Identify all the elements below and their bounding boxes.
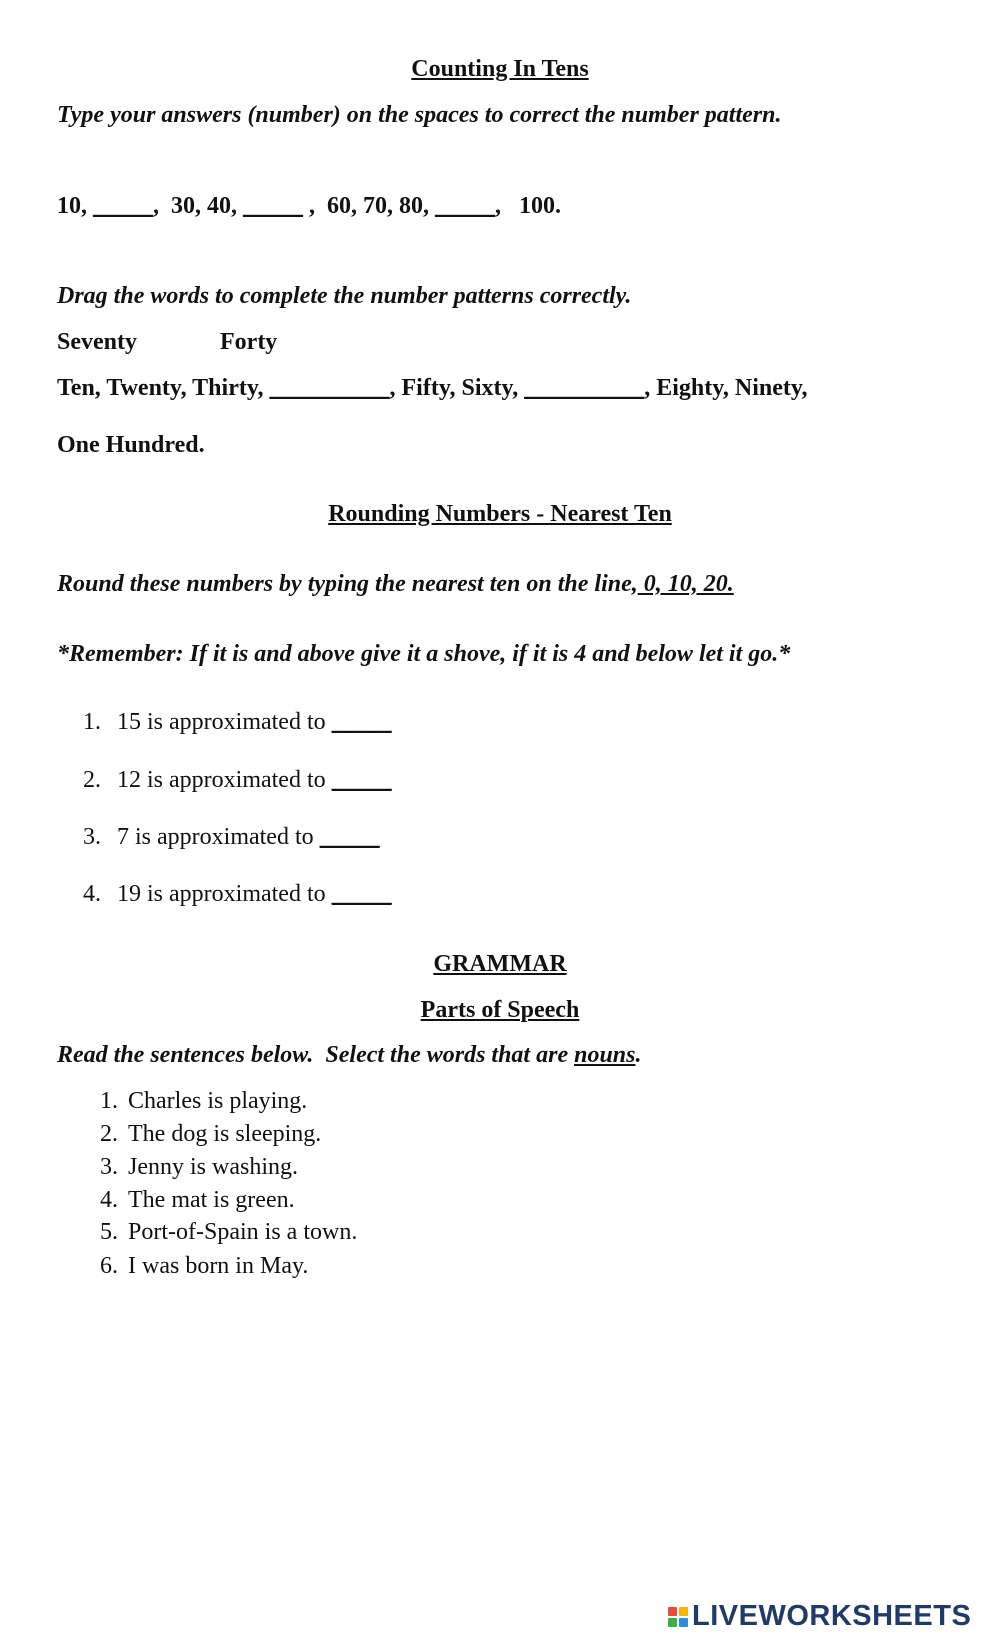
sentence-number: 6.	[100, 1253, 118, 1279]
rounding-instruction	[57, 571, 734, 598]
logo-square-yellow	[679, 1607, 688, 1616]
grammar-title: GRAMMAR	[433, 951, 567, 977]
drag-word-seventy[interactable]: Seventy	[57, 329, 137, 355]
sentence-number: 4.	[100, 1187, 118, 1213]
word-pattern-end: One Hundred.	[57, 432, 205, 458]
grammar-instruction	[57, 1042, 641, 1069]
drag-instruction: Drag the words to complete the number patterns correctly.	[57, 283, 632, 309]
rounding-instruction-text: Round these numbers by typing the nearest ten on the line,	[57, 571, 638, 597]
logo-grid-icon	[668, 1607, 688, 1627]
drop-blank-2[interactable]: __________	[524, 375, 645, 401]
answer-blank-1[interactable]: _____	[93, 193, 153, 219]
sentence-number: 2.	[100, 1121, 118, 1147]
word-pattern-part-2: , Fifty, Sixty,	[389, 375, 525, 401]
sentence-text[interactable]: I was born in May.	[128, 1253, 309, 1279]
grammar-instruction-text: Read the sentences below. Select the words that are	[57, 1042, 575, 1068]
sentence-item[interactable]	[100, 1154, 298, 1181]
word-pattern-line	[57, 375, 808, 402]
sequence-value-3: , 60, 70, 80,	[303, 193, 429, 219]
sentence-text[interactable]: The mat is green.	[128, 1187, 295, 1213]
logo-square-blue	[679, 1618, 688, 1627]
sequence-value-1: 10,	[57, 193, 87, 219]
sequence-value-4: , 100.	[495, 193, 561, 219]
sentence-text[interactable]: Charles is playing.	[128, 1088, 308, 1114]
rounding-item-number: 4.	[83, 881, 101, 907]
rounding-answer-blank[interactable]: _____	[331, 709, 392, 735]
rounding-answer-blank[interactable]: _____	[319, 824, 380, 850]
sentence-item[interactable]	[100, 1253, 308, 1280]
rounding-answer-blank[interactable]: _____	[331, 767, 392, 793]
rounding-item-text: 19 is approximated to	[117, 881, 332, 907]
rounding-item	[83, 709, 392, 736]
rounding-title: Rounding Numbers - Nearest Ten	[328, 501, 672, 527]
rounding-item	[83, 824, 380, 851]
sentence-text[interactable]: Port-of-Spain is a town.	[128, 1219, 358, 1245]
counting-sequence	[57, 193, 561, 220]
rounding-item-text: 15 is approximated to	[117, 709, 332, 735]
rounding-item-text: 7 is approximated to	[117, 824, 320, 850]
drag-word-forty[interactable]: Forty	[220, 329, 278, 355]
counting-instruction: Type your answers (number) on the spaces to correct the number pattern.	[57, 102, 782, 128]
sentence-number: 1.	[100, 1088, 118, 1114]
word-pattern-part-3: , Eighty, Ninety,	[644, 375, 808, 401]
rounding-item	[83, 767, 392, 794]
rounding-item-number: 2.	[83, 767, 101, 793]
liveworksheets-logo[interactable]	[668, 1600, 971, 1633]
sentence-text[interactable]: Jenny is washing.	[128, 1154, 298, 1180]
answer-blank-3[interactable]: _____	[435, 193, 495, 219]
logo-square-green	[668, 1618, 677, 1627]
rounding-item-number: 3.	[83, 824, 101, 850]
rounding-item-number: 1.	[83, 709, 101, 735]
rounding-remember-note: *Remember: If it is and above give it a shove, if it is 4 and below let it go.*	[57, 641, 791, 667]
grammar-instruction-end: .	[635, 1042, 642, 1068]
grammar-subtitle: Parts of Speech	[420, 997, 580, 1023]
sentence-number: 5.	[100, 1219, 118, 1245]
grammar-target-word: nouns	[574, 1042, 636, 1068]
logo-text: LIVEWORKSHEETS	[692, 1600, 972, 1632]
logo-square-red	[668, 1607, 677, 1616]
rounding-answer-blank[interactable]: _____	[331, 881, 392, 907]
sentence-item[interactable]	[100, 1121, 321, 1148]
sequence-value-2: , 30, 40,	[153, 193, 237, 219]
sentence-item[interactable]	[100, 1088, 307, 1115]
drop-blank-1[interactable]: __________	[269, 375, 390, 401]
rounding-item-text: 12 is approximated to	[117, 767, 332, 793]
counting-title: Counting In Tens	[411, 56, 589, 82]
sentence-item[interactable]	[100, 1219, 357, 1246]
sentence-number: 3.	[100, 1154, 118, 1180]
rounding-item	[83, 881, 392, 908]
word-pattern-part-1: Ten, Twenty, Thirty,	[57, 375, 270, 401]
rounding-options: 0, 10, 20.	[637, 571, 734, 597]
answer-blank-2[interactable]: _____	[243, 193, 303, 219]
sentence-text[interactable]: The dog is sleeping.	[128, 1121, 322, 1147]
sentence-item[interactable]	[100, 1187, 295, 1214]
